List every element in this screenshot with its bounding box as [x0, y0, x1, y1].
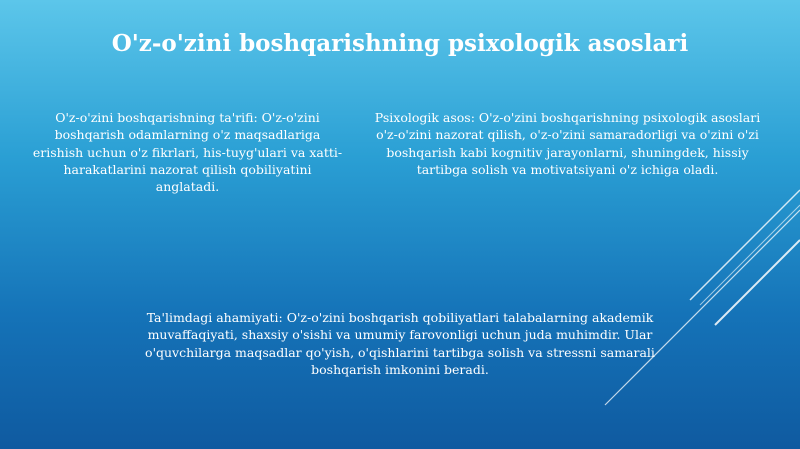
- psychological-basis-text: Psixologik asos: O'z-o'zini boshqarishning psixologik asoslari o'z-o'zini nazorat qilish, o'z-o'zini samaradorligi va o'zini o'zi boshqarish kabi kognitiv jarayonlarni, shuningdek, hissiy tartibga solish va motivatsiyani o'z ichiga oladi.: [374, 110, 761, 177]
- importance-text: Ta'limdagi ahamiyati: O'z-o'zini boshqarish qobiliyatlari talabalarning akademik muvaffaqiyati, shaxsiy o'sishi va umumiy farovonligi uchun juda muhimdir. Ular o'quvchilarga maqsadlar qo'yish, o'qishlarini tartibga solish va stressni samarali boshqarish imkonini beradi.: [145, 310, 655, 377]
- slide-title: O'z-o'zini boshqarishning psixologik asoslari: [111, 30, 689, 57]
- deco-line-2: [690, 190, 800, 300]
- definition-text: O'z-o'zini boshqarishning ta'rifi: O'z-o'zini boshqarish odamlarning o'z maqsadlariga erishish uchun o'z fikrlari, his-tuyg'ulari va xatti-harakatlarini nazorat qilish qobiliyatini anglatadi.: [32, 110, 343, 194]
